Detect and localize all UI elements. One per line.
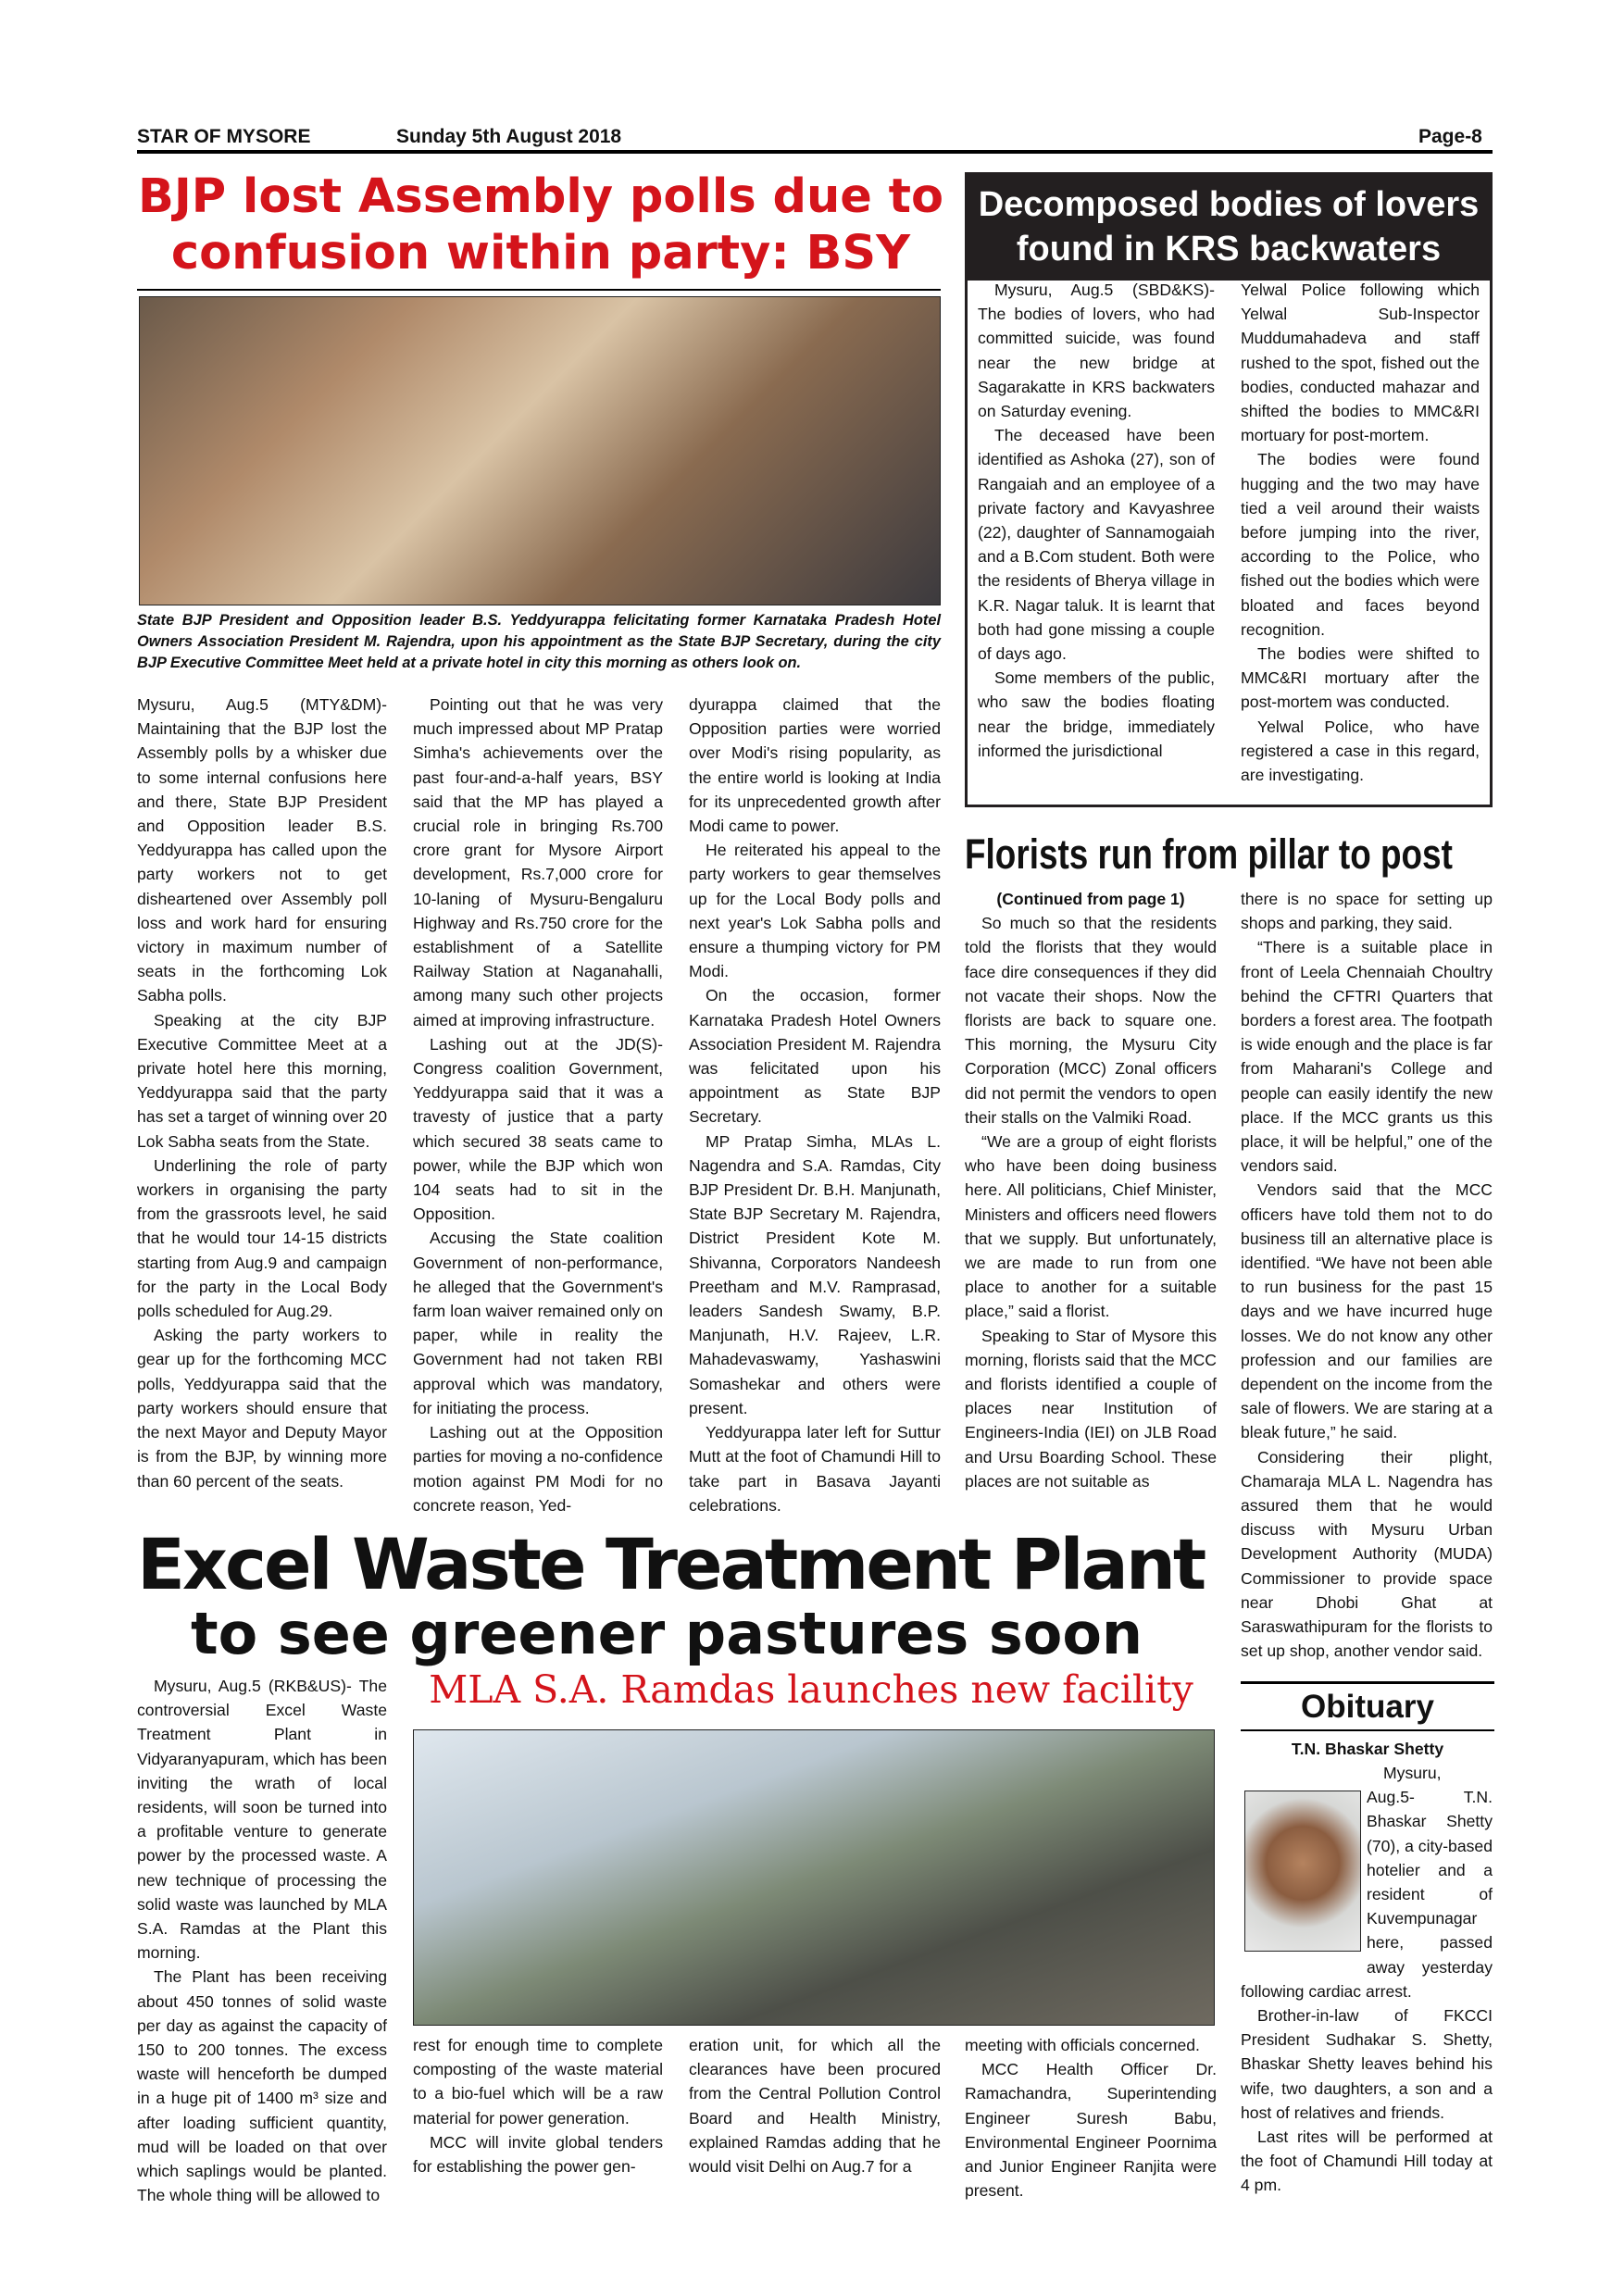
- bsy-para: Accusing the State coalition Government of non-performance, he alleged that the Government's farm loan waiver remained only on paper, while in reality the Government had not taken RBI approval which was mandatory, for initiating the process.: [413, 1229, 663, 1417]
- florists-column-2: [1241, 887, 1493, 1668]
- obituary-body: [1241, 1761, 1493, 2195]
- florists-headline: Florists run from pillar to post: [965, 830, 1453, 878]
- florists-para: there is no space for setting up shops and parking, they said.: [1241, 890, 1493, 933]
- bsy-headline-line2: confusion within party: BSY: [170, 226, 911, 281]
- bsy-para: Mysuru, Aug.5 (MTY&DM)- Maintaining that the BJP lost the Assembly polls by a whisker due to some internal confusions here and there, State BJP President and Opposition leader B.S. Yeddyurappa has called upon the party workers not to get disheartened over Assembly poll loss and work hard for ensuring victory in maximum number of seats in the forthcoming Lok Sabha polls.: [137, 695, 387, 1005]
- krs-para: Some members of the public, who saw the bodies floating near the bridge, immediately informed the jurisdictional: [978, 668, 1215, 760]
- bsy-column-2: [413, 693, 663, 1528]
- obituary-para: Brother-in-law of FKCCI President Sudhakar S. Shetty, Bhaskar Shetty leaves behind his wife, two daughters, a son and a host of relatives and friends.: [1241, 2006, 1493, 2122]
- bsy-para: Asking the party workers to gear up for the forthcoming MCC polls, Yeddyurappa said that the party workers should ensure that the next Mayor and Deputy Mayor is from the BJP, by winning more than 60 percent of the seats.: [137, 1326, 387, 1491]
- bsy-para: dyurappa claimed that the Opposition parties were worried over Modi's rising popularity, as the entire world is looking at India for its unprecedented growth after Modi came to power.: [689, 695, 941, 836]
- excel-headline-line1: Excel Waste Treatment Plant: [137, 1523, 1205, 1605]
- krs-para: The deceased have been identified as Ashoka (27), son of Rangaiah and an employee of a private factory and Kavyashree (22), daughter of Sannamogaiah and a B.Com student. Both were the residents of Bherya village in K.R. Nagar taluk. It is learnt that both had gone missing a couple of days ago.: [978, 426, 1215, 664]
- bsy-para: MP Pratap Simha, MLAs L. Nagendra and S.A. Ramdas, City BJP President Dr. B.H. Manjunath, State BJP Secretary M. Rajendra, District President Kote M. Shivanna, Corporators Nandeesh Preetham and M.V. Ramprasad, leaders Sandesh Swamy, B.P. Manjunath, H.V. Rajeev, L.R. Mahadevaswamy, Yashaswini Somashekar and others were present.: [689, 1131, 941, 1417]
- florists-para: Vendors said that the MCC officers have told them not to do business till an alternative place is identified. “We have not been able to run business for the past 15 days and we have incurred huge losses. We do not know any other profession and our families are dependent on the income from the sale of flowers. We are staring at a bleak future,” he said.: [1241, 1180, 1493, 1442]
- excel-para: rest for enough time to complete composting of the waste material to a bio-fuel which will be a raw material for power generation.: [413, 2036, 663, 2128]
- obituary-title: Obituary: [1301, 1689, 1434, 1725]
- florists-para: Considering their plight, Chamaraja MLA L. Nagendra has assured them that he would discuss with Mysuru Urban Development Authority (MUDA) Commissioner to provide space near Dhobi Ghat at Saraswathipuram for the florists to set up shop, another vendor said.: [1241, 1447, 1493, 1661]
- header-rule: [137, 150, 1493, 154]
- krs-para: Yelwal Police, who have registered a case in this regard, are investigating.: [1241, 717, 1480, 785]
- krs-para: The bodies were found hugging and the two may have tied a veil around their waists before jumping into the river, according to the Police, who fished out the bodies which were bloated and faces beyond recognition.: [1241, 450, 1480, 639]
- page-number: Page-8: [1418, 126, 1482, 147]
- krs-column-1: [978, 278, 1215, 792]
- excel-para: Mysuru, Aug.5 (RKB&US)- The controversial Excel Waste Treatment Plant in Vidyaranyapuram, which has been inviting the wrath of local residents, will soon be turned into a profitable venture to generate power by the processed waste. A new technique of processing the solid waste was launched by MLA S.A. Ramdas at the Plant this morning.: [137, 1677, 387, 1963]
- bsy-photo-caption: State BJP President and Opposition leader B.S. Yeddyurappa felicitating former Karnataka Pradesh Hotel Owners Association President M. Rajendra, upon his appointment as the State BJP Secretary, during the city BJP Executive Committee Meet held at a private hotel in city this morning as others look on.: [137, 612, 941, 671]
- excel-para: The Plant has been receiving about 450 tonnes of solid waste per day as against the capacity of 150 to 200 tonnes. The excess waste will henceforth be dumped in a huge pit of 1400 m³ size and after loading sufficient quantity, mud will be loaded on that over which saplings would be planted. The whole thing will be allowed to: [137, 1967, 387, 2205]
- bsy-column-1: [137, 693, 387, 1528]
- obituary-rule: [1241, 1729, 1494, 1731]
- krs-title-line1: Decomposed bodies of lovers: [978, 185, 1480, 224]
- florists-para: So much so that the residents told the florists that they would face dire consequences if they did not vacate their shops. Now the florists are back to square one. This morning, the Mysuru City Corporation (MCC) Zonal officers did not permit the vendors to open their stalls on the Valmiki Road.: [965, 914, 1217, 1127]
- bsy-para: On the occasion, former Karnataka Pradesh Hotel Owners Association President M. Rajendra was felicitated upon his appointment as State BJP Secretary.: [689, 986, 941, 1127]
- issue-date: Sunday 5th August 2018: [396, 126, 622, 147]
- excel-para: MCC will invite global tenders for establishing the power gen-: [413, 2132, 663, 2177]
- obituary-top-rule: [1241, 1681, 1494, 1684]
- bsy-column-3: [689, 693, 941, 1528]
- bsy-para: Lashing out at the JD(S)-Congress coalition Government, Yeddyurappa said that it was a travesty of justice that a party which secured 38 seats came to power, while the BJP which won 104 seats had to sit in the Opposition.: [413, 1034, 663, 1224]
- excel-subhead: MLA S.A. Ramdas launches new facility: [429, 1667, 1193, 1712]
- bsy-para: Yeddyurappa later left for Suttur Mutt at the foot of Chamundi Hill to take part in Basava Jayanti celebrations.: [689, 1423, 941, 1515]
- florists-para: “We are a group of eight florists who have been doing business here. All politicians, Chief Minister, Ministers and officers need flowers that we supply. But unfortunately, we are made to run from one place to another for a suitable place,” said a florist.: [965, 1132, 1217, 1321]
- krs-title-line2: found in KRS backwaters: [1016, 230, 1442, 268]
- bsy-para: He reiterated his appeal to the party workers to gear themselves up for the Local Body polls and next year's Lok Sabha polls and ensure a thumping victory for PM Modi.: [689, 841, 941, 981]
- publication-name: STAR OF MYSORE: [137, 126, 311, 147]
- bsy-headline: [130, 168, 952, 281]
- excel-plant-photo: [413, 1729, 1215, 2026]
- excel-column-1: [137, 1674, 387, 2205]
- bsy-para: Underlining the role of party workers in organising the party from the grassroots level, he said that he would tour 14-15 districts starting from Aug.9 and campaign for the party in the Local Body polls scheduled for Aug.29.: [137, 1155, 387, 1321]
- bsy-headline-line1: BJP lost Assembly polls due to: [137, 169, 944, 224]
- florists-column-1: [965, 887, 1217, 1526]
- excel-para: MCC Health Officer Dr. Ramachandra, Superintending Engineer Suresh Babu, Environmental Engineer Poornima and Junior Engineer Ranjita were present.: [965, 2060, 1217, 2201]
- bsy-para: Lashing out at the Opposition parties for moving a no-confidence motion against PM Modi for no concrete reason, Yed-: [413, 1423, 663, 1515]
- krs-para: Mysuru, Aug.5 (SBD&KS)- The bodies of lovers, who had committed suicide, was found near the new bridge at Sagarakatte in KRS backwaters on Saturday evening.: [978, 281, 1215, 421]
- florists-continued: (Continued from page 1): [996, 890, 1185, 908]
- excel-column-4: [965, 2033, 1217, 2201]
- florists-para: “There is a suitable place in front of Leela Chennaiah Choultry behind the CFTRI Quarters that borders a forest area. The footpath is wide enough and the place is far from Maharani's College and people can easily identify the new place. If the MCC grants us this place, it will be helpful,” one of the vendors said.: [1241, 938, 1493, 1176]
- portrait-float-space: [1241, 1761, 1367, 1957]
- krs-column-2: [1241, 278, 1480, 792]
- bsy-para: Speaking at the city BJP Executive Committee Meet at a private hotel here this morning, Yeddyurappa said that the party has set a target of winning over 20 Lok Sabha seats from the State.: [137, 1010, 387, 1151]
- bsy-rule: [137, 289, 941, 291]
- krs-title: [968, 175, 1490, 281]
- obituary-name: T.N. Bhaskar Shetty: [1291, 1740, 1444, 1758]
- excel-para: meeting with officials concerned.: [965, 2036, 1200, 2054]
- excel-column-3: [689, 2033, 941, 2190]
- krs-para: The bodies were shifted to MMC&RI mortuary after the post-mortem was conducted.: [1241, 644, 1480, 712]
- krs-para: Yelwal Police following which Yelwal Sub-Inspector Muddumahadeva and staff rushed to the spot, fished out the bodies, conducted mahazar and shifted the bodies to MMC&RI mortuary for post-mortem.: [1241, 281, 1480, 445]
- bsy-para: Pointing out that he was very much impressed about MP Pratap Simha's achievements over the past four-and-a-half years, BSY said that the MP has played a crucial role in bringing Rs.700 crore grant for Mysore Airport development, Rs.7,000 crore for 10-laning of Mysuru-Bengaluru Highway and Rs.750 crore for the establishment of a Satellite Railway Station at Naganahalli, among many such other projects aimed at improving infrastructure.: [413, 695, 663, 1029]
- obituary-para: Last rites will be performed at the foot of Chamundi Hill today at 4 pm.: [1241, 2128, 1493, 2195]
- florists-para: Speaking to Star of Mysore this morning, florists said that the MCC and florists identified a couple of places near Institution of Engineers-India (IEI) on JLB Road and Ursu Boarding School. These places are not suitable as: [965, 1326, 1217, 1491]
- excel-headline-line2: to see greener pastures soon: [191, 1600, 1143, 1667]
- excel-para: eration unit, for which all the clearances have been procured from the Central Pollution Control Board and Health Ministry, explained Ramdas adding that he would visit Delhi on Aug.7 for a: [689, 2036, 941, 2177]
- bsy-event-photo: [139, 296, 941, 605]
- obituary-lead: Mysuru, Aug.5- T.N. Bhaskar Shetty (70), a city-based hotelier and a resident of Kuvempunagar here, passed away yesterday following cardiac arrest.: [1241, 1764, 1493, 2001]
- excel-column-2: [413, 2033, 663, 2190]
